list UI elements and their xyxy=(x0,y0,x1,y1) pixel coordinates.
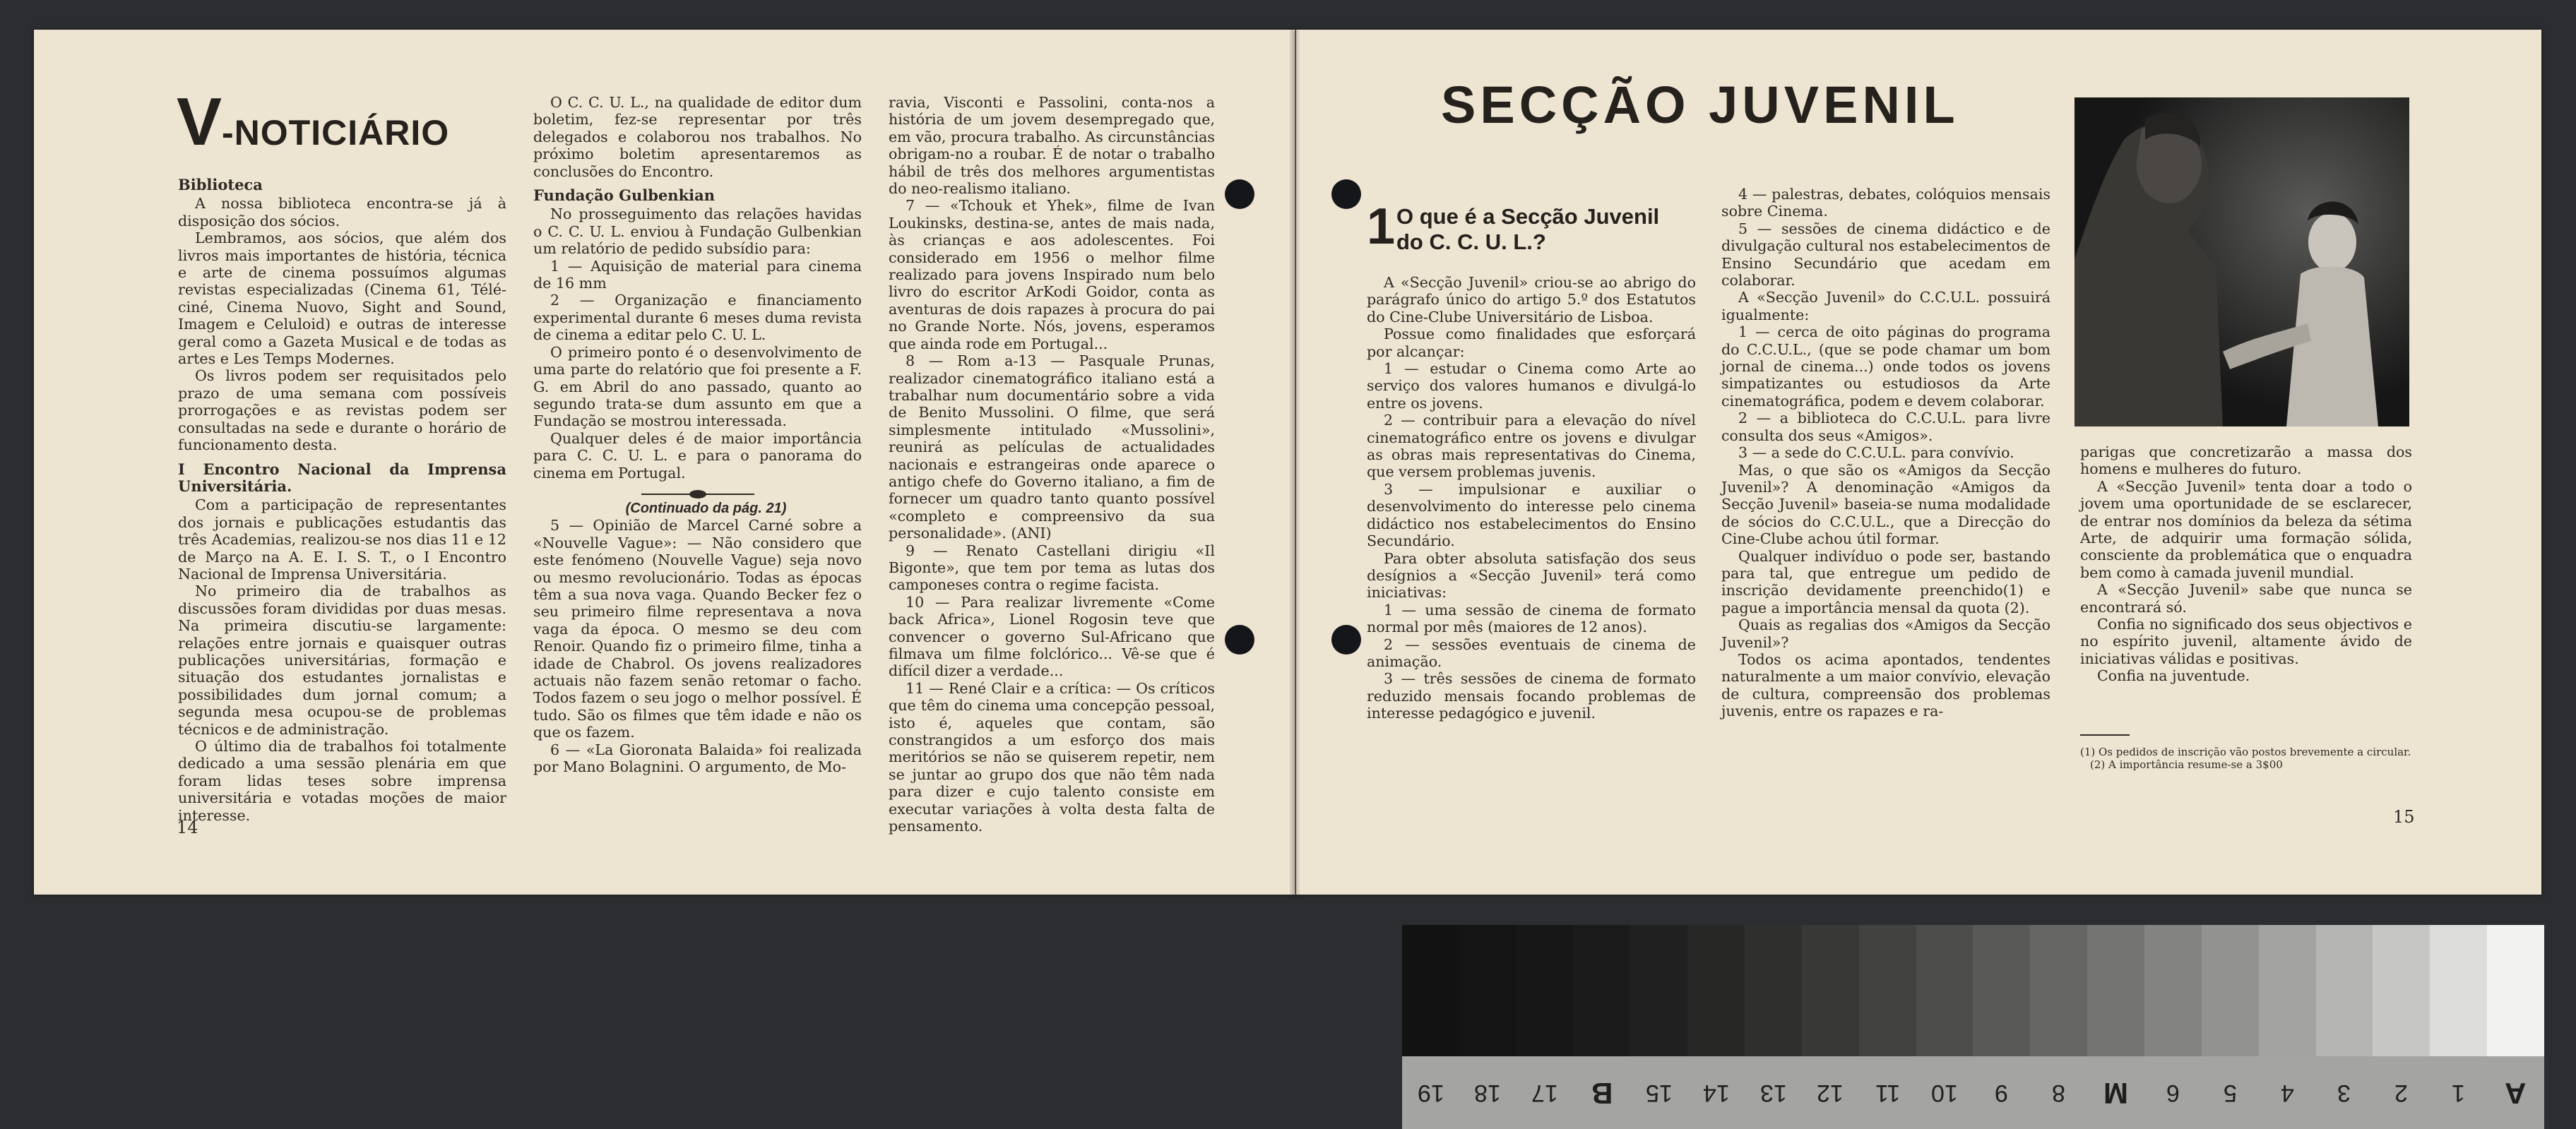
paragraph: Mas, o que são os «Amigos da Secção Juvenil»? A denominação «Amigos da Secção Juvenil» baseia-se numa modalidade de sócios do C.C.U.L., que a Direcção do Cine-Clube achou útil formar. xyxy=(1721,461,2050,548)
punch-hole-left-top xyxy=(1225,179,1254,209)
gray-patch xyxy=(2202,925,2259,1056)
right-column-2 xyxy=(1721,186,2050,789)
calibration-label: 4 xyxy=(2280,1080,2294,1106)
calibration-label: 2 xyxy=(2394,1080,2409,1106)
calibration-label: 15 xyxy=(1645,1080,1673,1106)
gray-patch xyxy=(1402,925,1459,1056)
footnote-rule xyxy=(2080,734,2130,736)
film-still-photo xyxy=(2075,97,2409,426)
calibration-cell xyxy=(1574,1056,1631,1129)
list-item: 2 — contribuir para a elevação do nível cinematográfico entre os jovens e divulgar as obras mais representativas do Cinema, que versem problemas juvenis. xyxy=(1367,412,1696,481)
calibration-label: 10 xyxy=(1931,1080,1958,1106)
list-item: 4 — palestras, debates, colóquios mensais sobre Cinema. xyxy=(1721,186,2050,220)
calibration-label: 19 xyxy=(1417,1080,1444,1106)
paragraph: Lembramos, aos sócios, que além dos livros mais importantes de história, técnica e arte de cinema possuímos algumas revistas especializadas (Cinema 61, Télé-ciné, Cinema Nuovo, Sight and Sound, Imagem e Celuloid) e outras de interesse geral como a Gazeta Musical e de todas as artes e Les Temps Modernes. xyxy=(178,229,506,368)
paragraph: Qualquer indivíduo o pode ser, bastando para tal, que entregue um pedido de inscrição devidamente preenchido(1) e pague a importância mensal da quota (2). xyxy=(1721,547,2050,616)
gray-patch xyxy=(2259,925,2316,1056)
calibration-cell xyxy=(2087,1056,2144,1129)
gray-patch xyxy=(1687,925,1745,1056)
calibration-cell xyxy=(2373,1056,2430,1129)
footnote-2: (2) A importância resume-se a 3$00 xyxy=(2090,758,2283,771)
page-number-right: 15 xyxy=(2393,807,2415,827)
paragraph: 8 — Rom a-13 — Pasquale Prunas, realizador cinematográfico italiano está a trabalhar num documentário sobre a vida de Benito Mussolini. O filme, que será simplesmente intitulado «Mussolini», reunirá as películas de actualidades nacionais e estrangeiras onde aparece o antigo chefe do Governo italiano, a fim de fornecer um quadro tanto quanto possível «completo e compreensivo da sua personalidade». (ANI) xyxy=(889,352,1215,542)
calibration-cell xyxy=(1916,1056,1973,1129)
right-column-3 xyxy=(2080,443,2412,726)
calibration-cell xyxy=(2144,1056,2202,1129)
question-subheading xyxy=(1367,198,1692,265)
gray-patch xyxy=(1859,925,1916,1056)
paragraph: 5 — Opinião de Marcel Carné sobre a «Nouvelle Vague»: — Não considero que este fenómeno (Nouvelle Vague) seja novo ou mesmo revolucionário. Todas as épocas têm a sua nova vaga. Quando Becker fez o seu primeiro filme representava a nova vaga da época. O mesmo se deu com Renoir. Quando fiz o primeiro filme, tinha a idade de Chabrol. Os jovens realizadores actuais não fazem senão retomar o facho. Todos fazem o seu jogo o melhor possível. É tudo. São os filmes que têm idade e não os que os fazem. xyxy=(533,517,862,741)
paragraph: 6 — «La Gioronata Balaida» foi realizada por Mano Bolagnini. O argumento, de Mo- xyxy=(533,741,862,776)
calibration-label: M xyxy=(2103,1076,2129,1110)
color-calibration-strip xyxy=(1402,925,2544,1129)
paragraph: A «Secção Juvenil» tenta doar a todo o jovem uma oportunidade de se esclarecer, de entrar nos domínios da beleza da sétima Arte, de adquirir uma formação sólida, consciente da problemática que o enquadra bem como à camada juvenil mundial. xyxy=(2080,477,2412,581)
left-column-2 xyxy=(533,94,862,793)
calibration-label: A xyxy=(2505,1076,2527,1110)
paragraph: 9 — Renato Castellani dirigiu «Il Bigonte», que tem por tema as lutas dos camponeses contra o regime facista. xyxy=(889,542,1215,594)
footnotes xyxy=(2080,734,2412,771)
paragraph: No primeiro dia de trabalhos as discussões foram divididas por duas mesas. Na primeira discutiu-se largamente: relações entre jornais e quaisquer outras publicações universitárias, formação e situação dos estudantes jornalistas e possibilidades dum jornal comum; a segunda mesa ocupou-se de problemas técnicos e de administração. xyxy=(178,583,506,738)
calibration-label: 14 xyxy=(1702,1080,1730,1106)
list-item: 1 — Aquisição de material para cinema de 16 mm xyxy=(533,257,862,292)
book-gutter xyxy=(1290,30,1300,895)
calibration-label: 8 xyxy=(2052,1080,2066,1106)
gray-patch xyxy=(2430,925,2487,1056)
gray-patch xyxy=(2087,925,2144,1056)
list-item: 2 — a biblioteca do C.C.U.L. para livre consulta dos seus «Amigos». xyxy=(1721,410,2050,444)
subheading-number: 1 xyxy=(1367,198,1396,255)
grayscale-patches xyxy=(1402,925,2544,1056)
gray-patch xyxy=(1574,925,1631,1056)
footnote-1: (1) Os pedidos de inscrição vão postos brevemente a circular. xyxy=(2080,746,2411,758)
calibration-cell xyxy=(2259,1056,2316,1129)
paragraph: 7 — «Tchouk et Yhek», filme de Ivan Loukinsks, destina-se, antes de mais nada, às crianças e aos adolescentes. Foi considerado em 1956 o melhor filme realizado para jovens Inspirado num belo livro do escritor ArKodi Goidor, conta as aventuras de dois rapazes à procura do pai no Grande Norte. Nós, jovens, esperamos que ainda rode em Portugal... xyxy=(889,197,1215,352)
gray-patch xyxy=(2144,925,2202,1056)
paragraph: Com a participação de representantes dos jornais e publicações estudantis das três Academias, realizou-se nos dias 11 e 12 de Março na A. E. I. S. T., o I Encontro Nacional de Imprensa Universitária. xyxy=(178,496,506,583)
page-number-left: 14 xyxy=(177,818,198,837)
gray-patch xyxy=(2030,925,2087,1056)
paragraph: A «Secção Juvenil» criou-se ao abrigo do parágrafo único do artigo 5.º dos Estatutos do Cine-Clube Universitário de Lisboa. xyxy=(1367,274,1696,325)
right-column-1 xyxy=(1367,274,1696,789)
gray-patch xyxy=(2487,925,2544,1056)
calibration-cell xyxy=(2430,1056,2487,1129)
list-item: 2 — Organização e financiamento experimental durante 6 meses duma revista de cinema a editar pelo C. U. L. xyxy=(533,292,862,344)
subheading-text: O que é a Secção Juvenil do C. C. U. L.? xyxy=(1396,204,1660,254)
paragraph: Confia na juventude. xyxy=(2097,667,2250,685)
page-title: SECÇÃO JUVENIL xyxy=(1441,76,1959,134)
list-item: 5 — sessões de cinema didáctico e de divulgação cultural nos estabelecimentos de Ensino Secundário que acedam em colaborar. xyxy=(1721,220,2050,289)
calibration-cell xyxy=(1802,1056,1859,1129)
subheading-biblioteca: Biblioteca xyxy=(178,176,263,193)
calibration-cell xyxy=(1859,1056,1916,1129)
calibration-cell xyxy=(2487,1056,2544,1129)
paragraph: O último dia de trabalhos foi totalmente dedicado a uma sessão plenária em que foram lidas teses sobre imprensa universitária e votadas moções de maior interesse. xyxy=(178,738,506,824)
paragraph: Confia no significado dos seus objectivos e no espírito juvenil, altamente ávido de iniciativas válidas e positivas. xyxy=(2080,616,2412,667)
paragraph: A «Secção Juvenil» do C.C.U.L. possuirá igualmente: xyxy=(1721,289,2050,323)
calibration-cell xyxy=(1973,1056,2030,1129)
calibration-cell xyxy=(1459,1056,1516,1129)
calibration-cell xyxy=(1402,1056,1459,1129)
gray-patch xyxy=(2316,925,2373,1056)
paragraph: Quais as regalias dos «Amigos da Secção Juvenil»? xyxy=(1721,616,2050,651)
heading-word: -NOTICIÁRIO xyxy=(222,113,450,153)
calibration-label: 1 xyxy=(2452,1080,2466,1106)
calibration-label: 3 xyxy=(2337,1080,2351,1106)
calibration-cell xyxy=(1687,1056,1745,1129)
gray-patch xyxy=(1630,925,1687,1056)
paragraph: Para obter absoluta satisfação dos seus desígnios a «Secção Juvenil» terá como iniciativas: xyxy=(1367,549,1696,602)
paragraph: Os livros podem ser requisitados pelo prazo de uma semana com possíveis prorrogações e as revistas podem ser consultadas na sede e durante o horário de funcionamento desta. xyxy=(178,367,506,454)
gray-patch xyxy=(1916,925,1973,1056)
calibration-label: 17 xyxy=(1531,1080,1559,1106)
paragraph: Possue como finalidades que esforçará por alcançar: xyxy=(1367,325,1696,360)
calibration-label: B xyxy=(1591,1076,1613,1110)
calibration-label: 5 xyxy=(2223,1080,2237,1106)
gray-patch xyxy=(2373,925,2430,1056)
heading-roman-numeral: V xyxy=(177,84,222,160)
subheading-gulbenkian: Fundação Gulbenkian xyxy=(533,186,715,205)
calibration-label: 11 xyxy=(1875,1080,1900,1106)
calibration-cell xyxy=(2316,1056,2373,1129)
ornament-divider xyxy=(641,489,754,500)
calibration-cell xyxy=(1630,1056,1687,1129)
paragraph: A «Secção Juvenil» sabe que nunca se encontrará só. xyxy=(2080,581,2412,616)
list-item: 1 — estudar o Cinema como Arte ao serviço dos valores humanos e divulgá-lo entre os jovens. xyxy=(1367,360,1696,412)
paragraph: parigas que concretizarão a massa dos homens e mulheres do futuro. xyxy=(2080,443,2412,478)
calibration-cell xyxy=(1516,1056,1574,1129)
list-item: 3 — a sede do C.C.U.L. para convívio. xyxy=(1738,444,2014,462)
paragraph: A nossa biblioteca encontra-se já à disposição dos sócios. xyxy=(178,195,506,229)
calibration-labels xyxy=(1402,1056,2544,1129)
paragraph: O C. C. U. L., na qualidade de editor dum boletim, fez-se representar por três delegados e colaborou nos trabalhos. No próximo boletim apresentaremos as conclusões do Encontro. xyxy=(533,94,862,180)
calibration-label: 13 xyxy=(1759,1080,1787,1106)
calibration-label: 12 xyxy=(1817,1080,1844,1106)
gray-patch xyxy=(1802,925,1859,1056)
continued-note: (Continuado da pág. 21) xyxy=(625,500,787,516)
list-item: 1 — cerca de oito páginas do programa do C.C.U.L., (que se pode chamar um bom jornal de cinema...) onde todos os jovens simpatizantes ou estudiosos da Arte cinematográfica, podem e devem colaborar. xyxy=(1721,323,2050,410)
subheading-encontro: I Encontro Nacional da Imprensa Universitária. xyxy=(178,460,506,495)
gray-patch xyxy=(1459,925,1516,1056)
paragraph: Qualquer deles é de maior importância para C. C. U. L. e para o panorama do cinema em Portugal. xyxy=(533,429,862,482)
gray-patch xyxy=(1516,925,1574,1056)
paragraph: ravia, Visconti e Passolini, conta-nos a história de um jovem desempregado que, em vão, procura trabalho. As circunstâncias obrigam-no a roubar. É de notar o trabalho hábil de três dos melhores argumentistas do neo-realismo italiano. xyxy=(889,94,1215,198)
list-item: 1 — uma sessão de cinema de formato normal por mês (maiores de 12 anos). xyxy=(1367,601,1696,636)
paragraph: 10 — Para realizar livremente «Come back Africa», Lionel Rogosin teve que convencer o governo Sul-Africano que filmava um filme folclórico... Vê-se que é difícil dizer a verdade... xyxy=(889,593,1215,680)
paragraph: 11 — René Clair e a crítica: — Os críticos que têm do cinema uma concepção pessoal, isto é, aqueles que contam, são constrangidos a um esforço dos mais meritórios se não se quiserem repetir, nem se juntar ao grupo dos que não têm nada para dizer e cujo talento consiste em executar variações à volta desta falta de pensamento. xyxy=(889,679,1215,835)
left-column-1 xyxy=(178,176,506,824)
list-item: 2 — sessões eventuais de cinema de animação. xyxy=(1367,635,1696,670)
calibration-cell xyxy=(1745,1056,1802,1129)
list-item: 3 — três sessões de cinema de formato reduzido mensais focando problemas de interesse pedagógico e juvenil. xyxy=(1367,670,1696,722)
calibration-label: 6 xyxy=(2166,1080,2180,1106)
punch-hole-right-top xyxy=(1331,179,1361,209)
section-heading-noticiario xyxy=(177,84,450,160)
paragraph: O primeiro ponto é o desenvolvimento de uma parte do relatório que foi presente a F. G. em Abril do ano passado, quanto ao segundo trata-se dum assunto em que a Fundação se mostrou interessada. xyxy=(533,343,862,430)
gray-patch xyxy=(1745,925,1802,1056)
paragraph: Todos os acima apontados, tendentes naturalmente a um maior convívio, elevação de cultura, compreensão dos problemas juvenis, entre os rapazes e ra- xyxy=(1721,650,2050,720)
calibration-label: 18 xyxy=(1474,1080,1502,1106)
gray-patch xyxy=(1973,925,2030,1056)
calibration-cell xyxy=(2202,1056,2259,1129)
left-column-3 xyxy=(889,94,1215,835)
punch-hole-left-bottom xyxy=(1225,625,1254,655)
list-item: 3 — impulsionar e auxiliar o desenvolvimento do interesse pelo cinema didáctico nos estabelecimentos do Ensino Secundário. xyxy=(1367,480,1696,550)
calibration-cell xyxy=(2030,1056,2087,1129)
calibration-label: 9 xyxy=(1995,1080,2009,1106)
punch-hole-right-bottom xyxy=(1331,625,1361,655)
paragraph: No prosseguimento das relações havidas o C. C. U. L. enviou à Fundação Gulbenkian um relatório de pedido subsídio para: xyxy=(533,205,862,258)
